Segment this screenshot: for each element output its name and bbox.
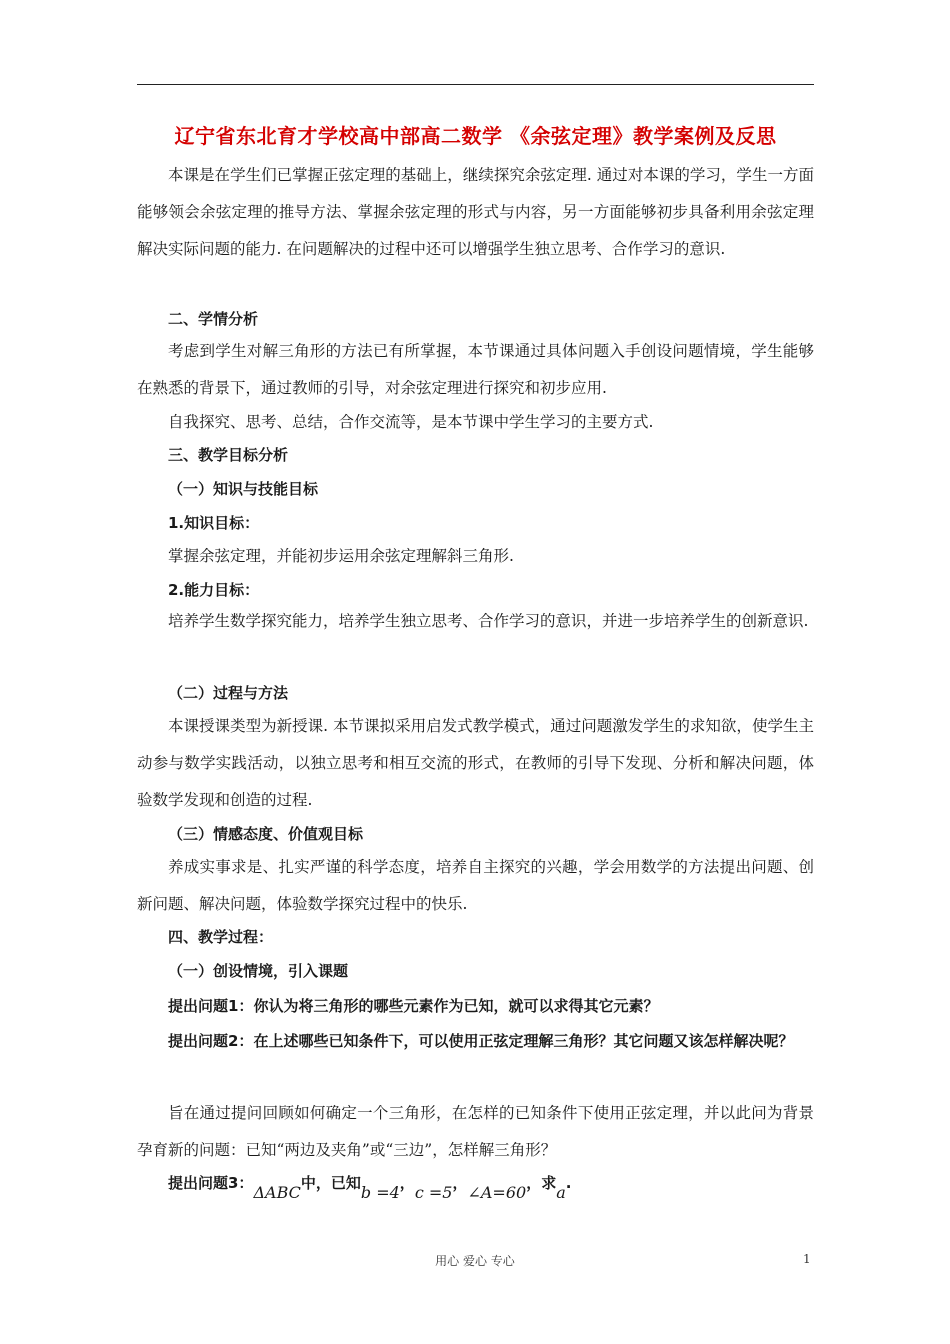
document-title: 辽宁省东北育才学校高中部高二数学 《余弦定理》教学案例及反思 xyxy=(174,124,777,148)
section-heading-objectives: 三、教学目标分析 xyxy=(168,446,289,464)
purpose-paragraph: 旨在通过提问回顾如何确定一个三角形，在怎样的已知条件下使用正弦定理，并以此问为背景孕育新的问题：已知“两边及夹角”或“三边”，怎样解三角形？ xyxy=(137,1104,814,1159)
section-heading-analysis: 二、学情分析 xyxy=(168,310,259,328)
triangle-abc: ΔABC xyxy=(253,1183,301,1202)
question-3-find: ，求 xyxy=(526,1174,557,1192)
process-method-text: 本课授课类型为新授课. 本节课拟采用启发式教学模式，通过问题激发学生的求知欲，使学生主动参与数学实践活动，以独立思考和相互交流的形式，在教师的引导下发现、分析和解决问题，体验数学发现和创造的过程. xyxy=(137,717,814,809)
subheading-situation: （一）创设情境，引入课题 xyxy=(168,962,349,980)
subheading-attitude-values: （三）情感态度、价值观目标 xyxy=(168,825,364,843)
knowledge-goal-heading: 1.知识目标： xyxy=(168,514,260,532)
question-2: 提出问题2：在上述哪些已知条件下，可以使用正弦定理解三角形？其它问题又该怎样解决呢？ xyxy=(168,1032,794,1050)
analysis-paragraph-1: 考虑到学生对解三角形的方法已有所掌握，本节课通过具体问题入手创设问题情境，学生能够在熟悉的背景下，通过教师的引导，对余弦定理进行探究和初步应用. xyxy=(137,342,814,397)
condition-angle-a: ∠A=60 xyxy=(467,1183,527,1202)
ability-goal-heading: 2.能力目标： xyxy=(168,581,260,599)
question-3-label: 提出问题3： xyxy=(168,1174,254,1192)
condition-c: c =5 xyxy=(414,1183,453,1202)
header-rule xyxy=(137,84,814,85)
ability-goal-text: 培养学生数学探究能力，培养学生独立思考、合作学习的意识，并进一步培养学生的创新意识. xyxy=(168,612,809,630)
question-3-end: . xyxy=(565,1174,572,1192)
question-3-given: 中，已知 xyxy=(300,1174,361,1192)
footer-slogan: 用心 爱心 专心 xyxy=(435,1254,515,1268)
knowledge-goal-text: 掌握余弦定理，并能初步运用余弦定理解斜三角形. xyxy=(168,547,514,565)
unknown-a: a xyxy=(556,1183,566,1202)
condition-b: b =4 xyxy=(360,1183,400,1202)
analysis-paragraph-2: 自我探究、思考、总结，合作交流等，是本节课中学生学习的主要方式. xyxy=(168,413,654,431)
attitude-values-text: 养成实事求是、扎实严谨的科学态度，培养自主探究的兴趣，学会用数学的方法提出问题、创新问题、解决问题，体验数学探究过程中的快乐. xyxy=(137,858,814,913)
intro-paragraph: 本课是在学生们已掌握正弦定理的基础上，继续探究余弦定理. 通过对本课的学习，学生一方面能够领会余弦定理的推导方法、掌握余弦定理的形式与内容，另一方面能够初步具备利用余弦定理解决实际问题的能力. 在问题解决的过程中还可以增强学生独立思考、合作学习的意识. xyxy=(137,166,814,258)
question-1: 提出问题1：你认为将三角形的哪些元素作为已知，就可以求得其它元素？ xyxy=(168,997,659,1015)
page-number: 1 xyxy=(803,1252,811,1266)
subheading-knowledge-skills: （一）知识与技能目标 xyxy=(168,480,319,498)
question-3: 提出问题3：ΔABC中，已知b =4，c =5，∠A=60，求a. xyxy=(168,1174,572,1202)
subheading-process-method: （二）过程与方法 xyxy=(168,684,289,702)
section-heading-process: 四、教学过程： xyxy=(168,928,274,946)
